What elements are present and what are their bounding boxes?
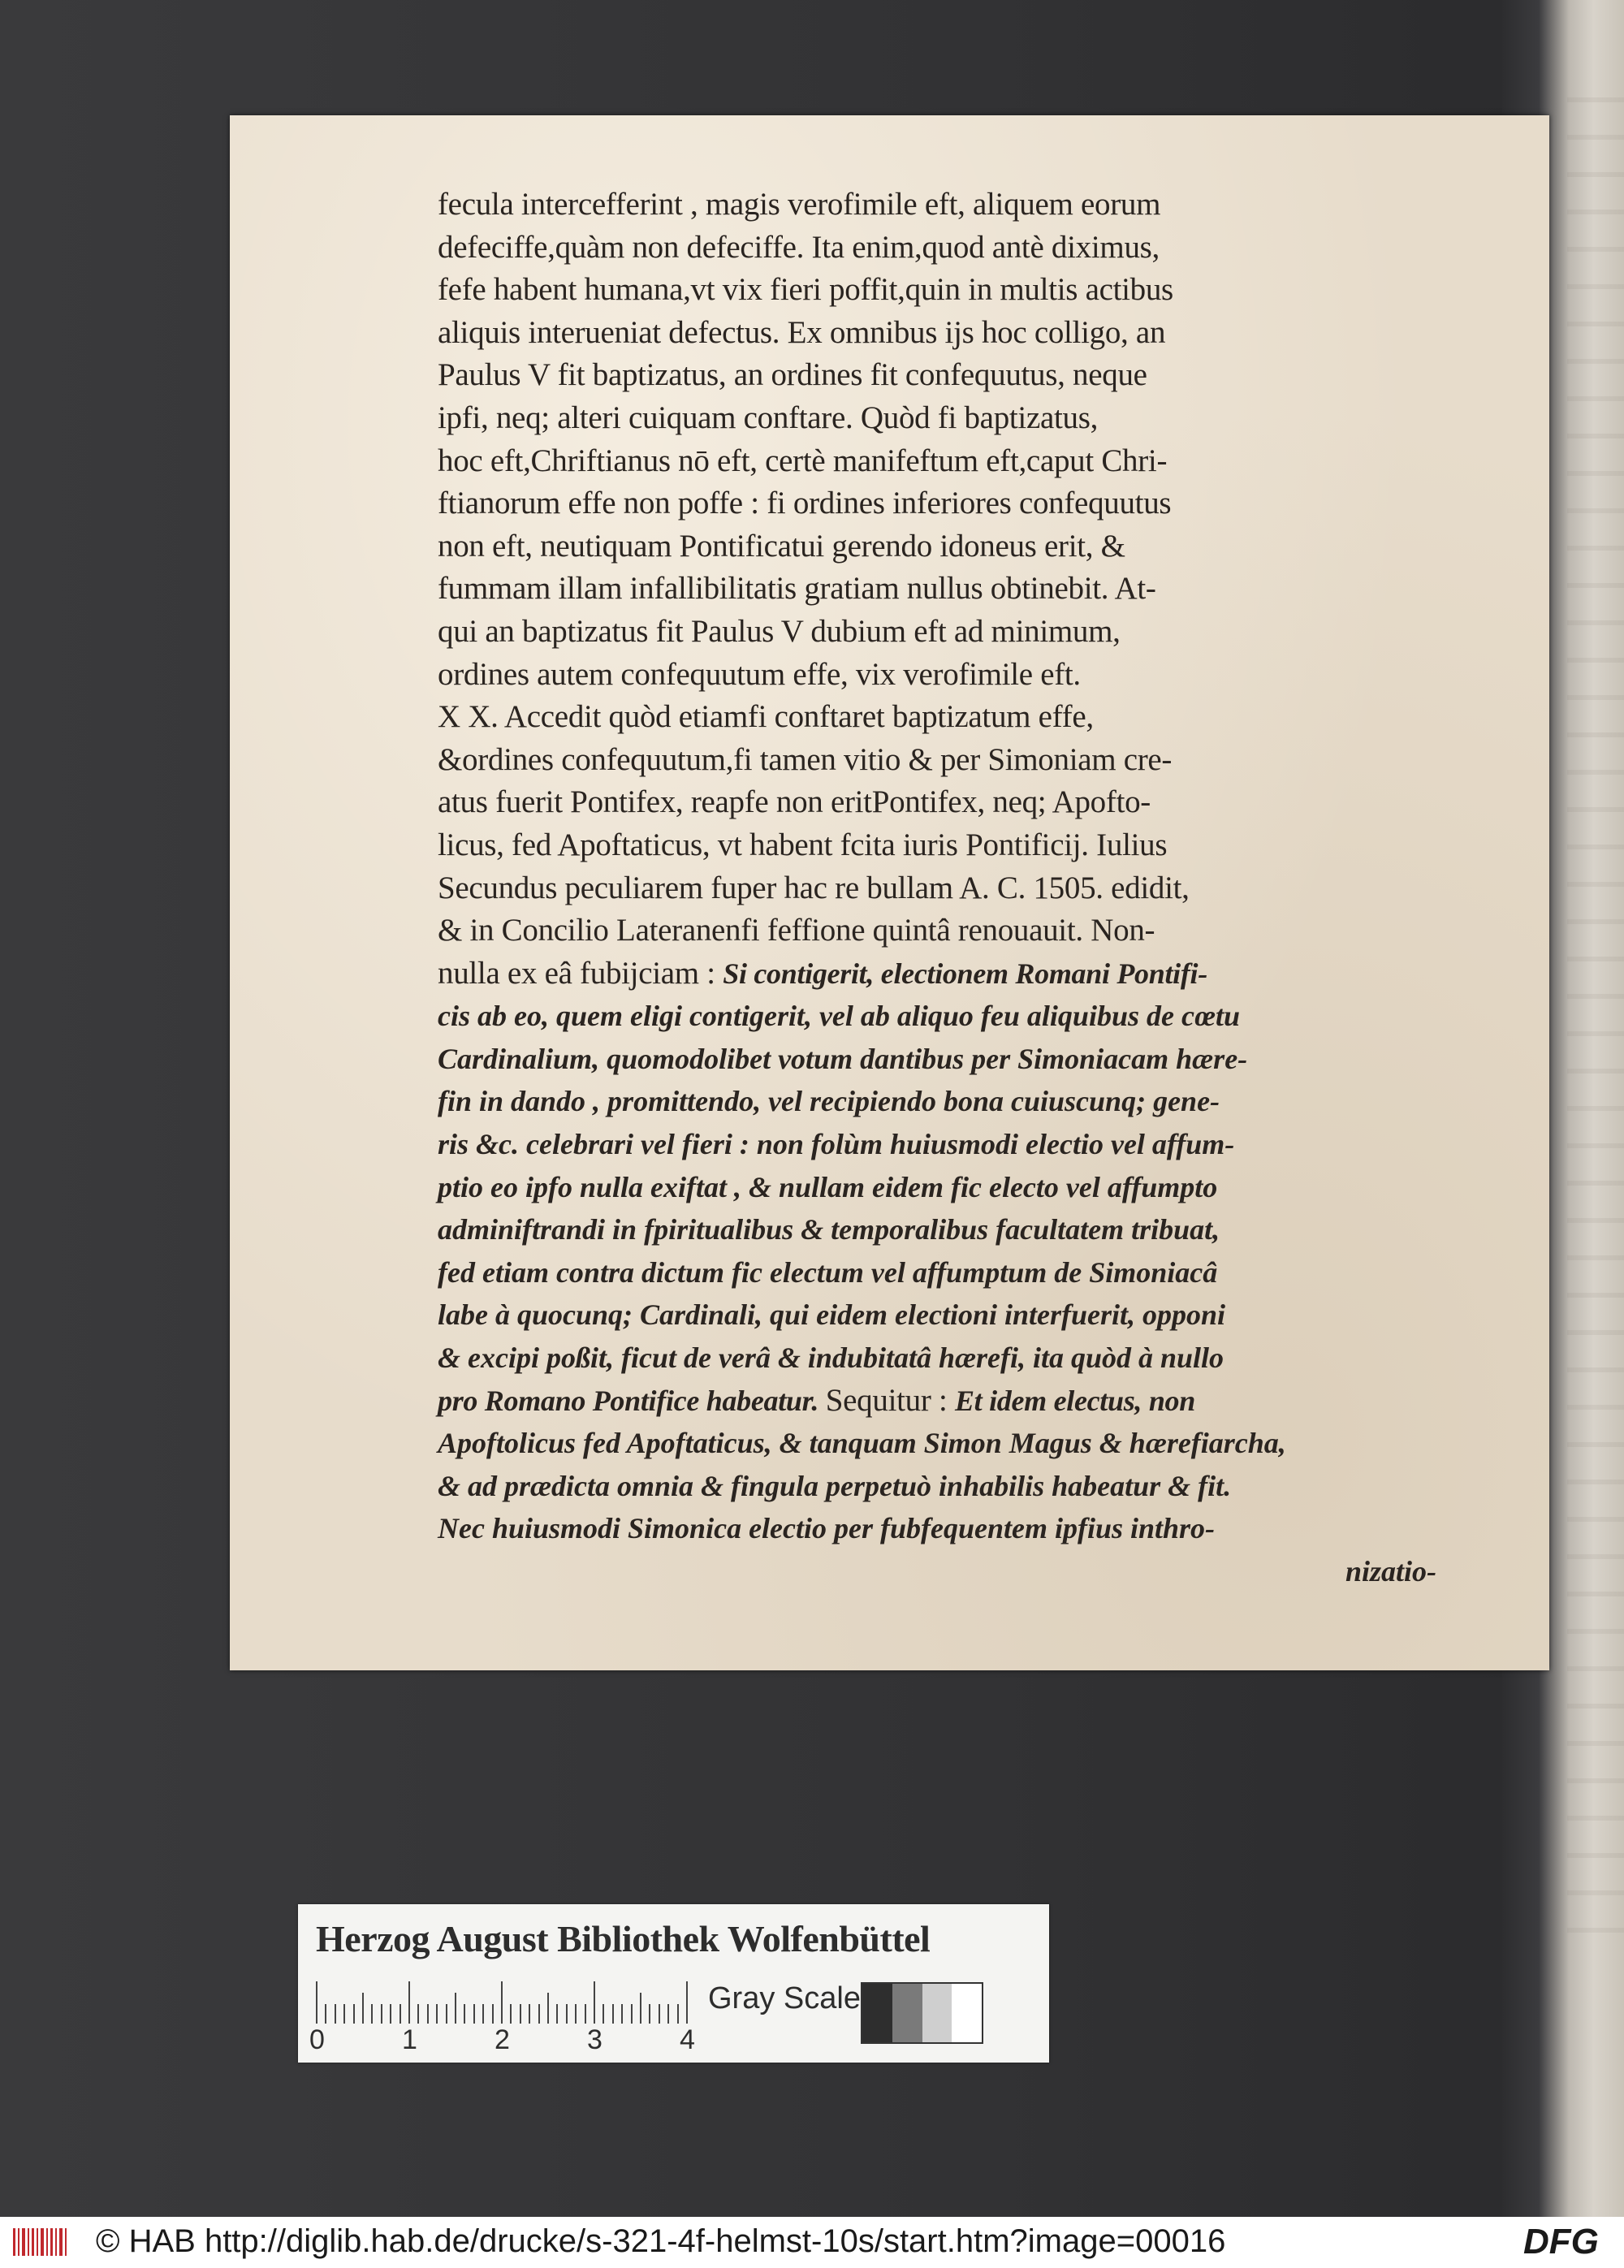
quote-line: fed etiam contra dictum fic electum vel affumptum de Simoniacâ [438, 1255, 1218, 1289]
ruler-tick [436, 2004, 438, 2024]
gray-swatch [952, 1984, 982, 2042]
gray-swatches [861, 1982, 983, 2044]
text-line: aliquis interueniat defectus. Ex omnibus ijs hoc colligo, an [438, 314, 1166, 350]
text-line: & in Concilio Lateranenfi feffione quintâ renouauit. Non- [438, 913, 1155, 948]
ruler-tick [659, 2004, 660, 2024]
ruler-tick [621, 2004, 623, 2024]
ruler-tick [510, 2004, 512, 2024]
text-line: Paulus V fit baptizatus, an ordines fit confequutus, neque [438, 357, 1147, 393]
page-text-block [438, 184, 1436, 1593]
text-line: Secundus peculiarem fuper hac re bullam A. C. 1505. edidit, [438, 870, 1190, 905]
ruler-tick [538, 2004, 540, 2024]
ruler-number: 1 [402, 2024, 417, 2055]
gray-scale-label: Gray Scale [708, 1981, 861, 2015]
quote-line: Cardinalium, quomodolibet votum dantibus per Simoniacam hære- [438, 1042, 1248, 1075]
ruler-tick [631, 2004, 633, 2024]
gray-swatch [892, 1984, 922, 2042]
text-line: ftianorum effe non poffe : fi ordines inferiores confequutus [438, 486, 1172, 521]
ruler-number: 0 [309, 2024, 325, 2055]
text-line: qui an baptizatus fit Paulus V dubium eft ad minimum, [438, 613, 1121, 649]
ruler-tick [464, 2004, 465, 2024]
ruler-tick [520, 2004, 521, 2024]
book-page [230, 115, 1549, 1670]
ruler-tick [492, 2004, 494, 2024]
dfg-logo: DFG [1523, 2222, 1599, 2262]
quote-line: & excipi poßit, ficut de verâ & indubitatâ hærefi, ita quòd à nullo [438, 1341, 1224, 1375]
ruler-tick [362, 1993, 364, 2024]
ruler-tick [417, 2004, 419, 2024]
ruler-tick [455, 1993, 456, 2024]
ruler-tick [427, 2004, 429, 2024]
text-italic-part: pro Romano Pontifice habeatur. [438, 1384, 826, 1417]
quote-line: labe à quocunq; Cardinali, qui eidem electioni interfuerit, opponi [438, 1298, 1226, 1332]
quote-line: fin in dando , promittendo, vel recipiendo bona cuiuscunq; gene- [438, 1085, 1220, 1118]
ruler-tick [612, 2004, 614, 2024]
ruler-tick [353, 2004, 355, 2024]
ruler-tick [556, 2004, 558, 2024]
ruler-tick [482, 2004, 484, 2024]
ruler-scale [316, 1979, 698, 2024]
text-line-mixed [438, 953, 1436, 996]
quote-line: Apoftolicus fed Apoftaticus, & tanquam Simon Magus & hærefiarcha, [438, 1427, 1286, 1460]
library-name: Herzog August Bibliothek Wolfenbüttel [316, 1918, 931, 1959]
ruler-tick [316, 1981, 317, 2024]
text-line: defeciffe,quàm non defeciffe. Ita enim,quod antè diximus, [438, 229, 1160, 265]
gray-swatch [862, 1984, 892, 2042]
ruler-tick [343, 2004, 345, 2024]
text-line-mixed [438, 1380, 1436, 1423]
text-line: &ordines confequutum,fi tamen vitio & per Simoniam cre- [438, 741, 1173, 777]
barcode-logo-icon [11, 2225, 68, 2259]
ruler-tick [473, 2004, 475, 2024]
ruler-tick [575, 2004, 577, 2024]
ruler-tick [529, 2004, 530, 2024]
ruler-tick [325, 2004, 326, 2024]
ruler-tick [408, 1981, 410, 2024]
text-line: atus fuerit Pontifex, reapfe non eritPontifex, neq; Apofto- [438, 784, 1151, 820]
ruler-tick [667, 2004, 669, 2024]
ruler-tick [594, 1981, 595, 2024]
ruler-tick [566, 2004, 568, 2024]
ruler-number: 2 [495, 2024, 510, 2055]
ghost-text-icon [1567, 97, 1624, 1965]
ruler-number: 3 [587, 2024, 603, 2055]
text-italic-part: Et idem electus, non [954, 1384, 1195, 1417]
quote-line: ptio eo ipfo nulla exiftat , & nullam eidem fic electo vel affumpto [438, 1170, 1218, 1203]
ruler-tick [335, 2004, 336, 2024]
text-line: fecula intercefferint , magis verofimile eft, aliquem eorum [438, 187, 1161, 222]
quote-line: Nec huiusmodi Simonica electio per fubfequentem ipfius inthro- [438, 1512, 1216, 1545]
ruler-tick [371, 2004, 373, 2024]
ruler-tick [547, 1993, 549, 2024]
color-calibration-bar [298, 1904, 1049, 2063]
text-line: ordines autem confequutum effe, vix verofimile eft. [438, 656, 1081, 692]
quote-line: & ad prædicta omnia & fingula perpetuò inhabilis habeatur & fit. [438, 1469, 1232, 1502]
quote-line: adminiftrandi in fpiritualibus & temporalibus facultatem tribuat, [438, 1213, 1220, 1246]
text-line: non eft, neutiquam Pontificatui gerendo idoneus erit, & [438, 528, 1125, 564]
ruler-numbers [309, 2024, 699, 2057]
section-heading-line: X X. Accedit quòd etiamfi conftaret baptizatum effe, [438, 699, 1094, 735]
ruler-number: 4 [680, 2024, 695, 2055]
ruler-tick [649, 2004, 650, 2024]
ruler-tick [585, 2004, 586, 2024]
ruler-tick [381, 2004, 382, 2024]
catchword: nizatio- [1345, 1555, 1436, 1588]
text-line: fummam illam infallibilitatis gratiam nullus obtinebit. At- [438, 571, 1156, 607]
ruler-tick [501, 1981, 503, 2024]
text-italic-part: Si contigerit, electionem Romani Pontifi- [723, 957, 1207, 990]
quote-line: ris &c. celebrari vel fieri : non folùm huiusmodi electio vel affum- [438, 1128, 1235, 1161]
text-line: fefe habent humana,vt vix fieri poffit,quin in multis actibus [438, 272, 1173, 308]
footer-bar [0, 2217, 1624, 2268]
ruler-tick [446, 2004, 447, 2024]
ruler-tick [390, 2004, 391, 2024]
text-line: ipfi, neq; alteri cuiquam conftare. Quòd fi baptizatus, [438, 400, 1099, 435]
text-line: hoc eft,Chriftianus nō eft, certè manifeftum eft,caput Chri- [438, 443, 1168, 478]
ruler-tick [603, 2004, 604, 2024]
text-roman-part: nulla ex eâ fubijciam : [438, 955, 723, 991]
quote-line: cis ab eo, quem eligi contigerit, vel ab aliquo feu aliquibus de cœtu [438, 1000, 1240, 1033]
text-roman-part: Sequitur : [825, 1382, 955, 1418]
source-url-text: © HAB http://diglib.hab.de/drucke/s-321-4f-helmst-10s/start.htm?image=00016 [96, 2223, 1226, 2259]
ruler-tick [686, 1981, 688, 2024]
text-line: licus, fed Apoftaticus, vt habent fcita iuris Pontificij. Iulius [438, 827, 1168, 862]
ruler-tick [677, 2004, 679, 2024]
gray-swatch [922, 1984, 952, 2042]
ruler-tick [640, 1993, 641, 2024]
ruler-tick [400, 2004, 401, 2024]
